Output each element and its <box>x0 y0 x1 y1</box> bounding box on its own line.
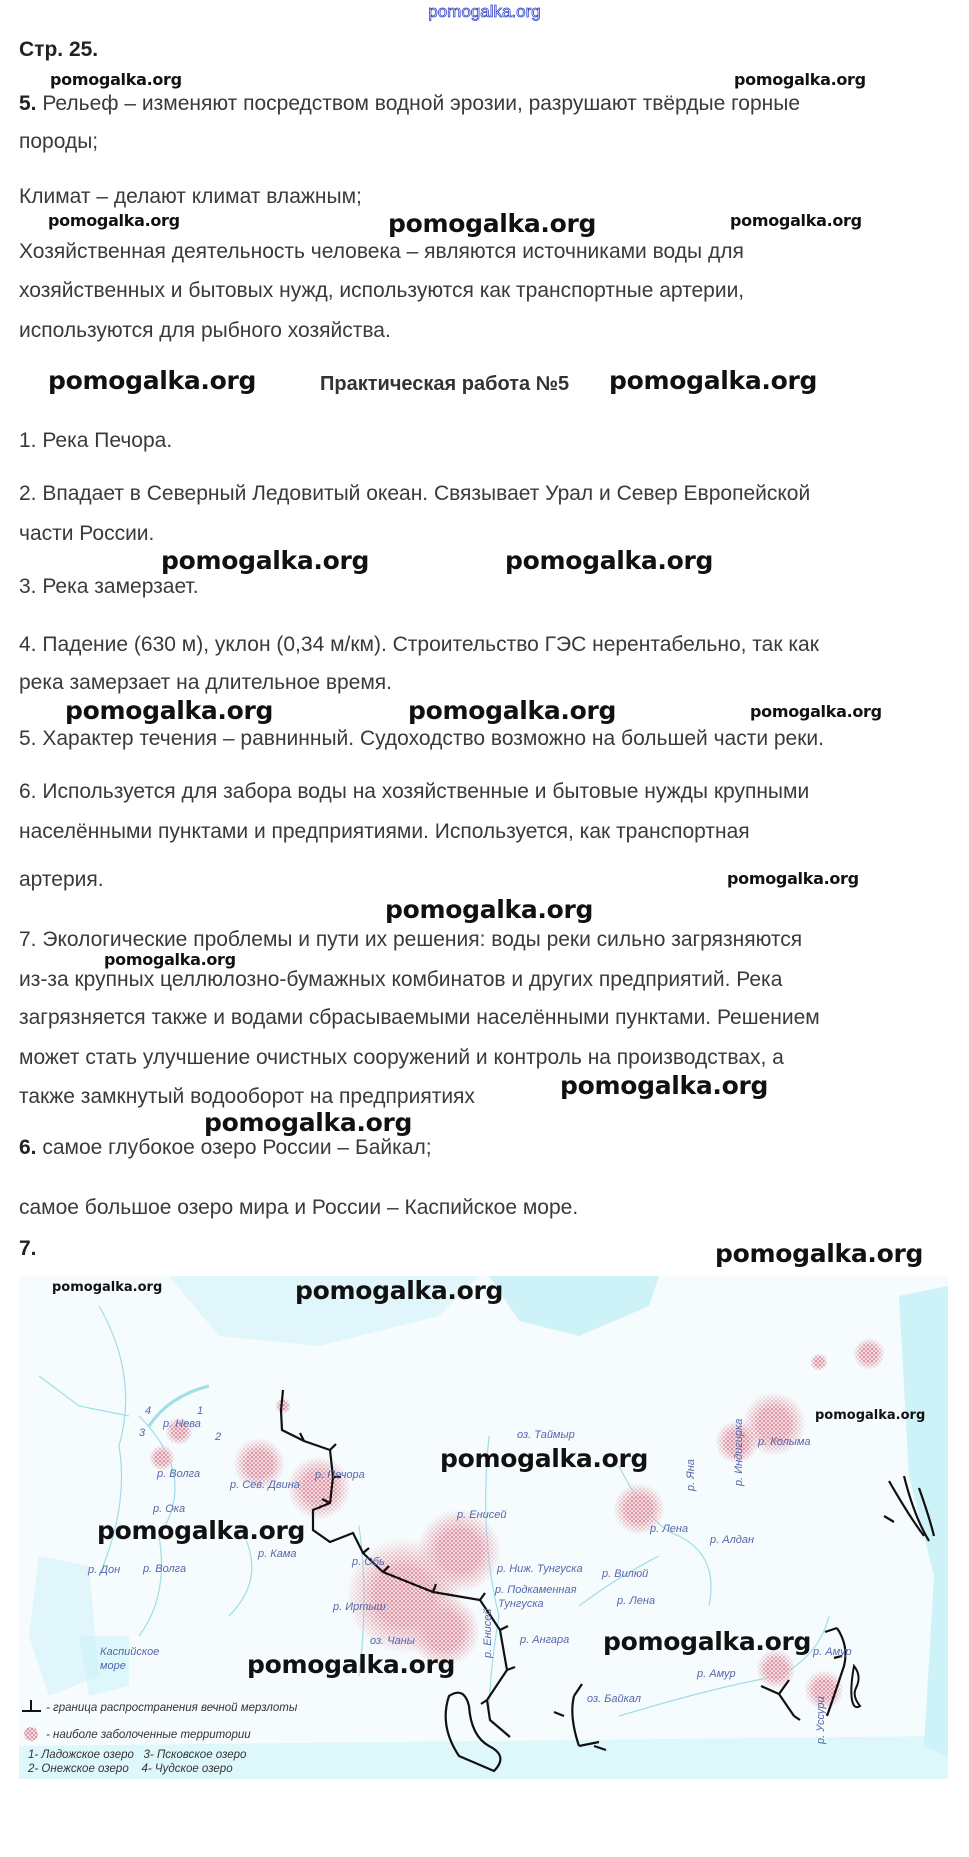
watermark: pomogalka.org <box>388 209 597 238</box>
label-kolyma: р. Колыма <box>758 1436 811 1448</box>
label-volga: р. Волга <box>157 1468 201 1480</box>
practical-line: из-за крупных целлюлозно-бумажных комбинатов и других предприятий. Река <box>19 968 783 991</box>
practical-line: 1. Река Печора. <box>19 429 173 452</box>
practical-line: 2. Впадает в Северный Ледовитый океан. Связывает Урал и Север Европейской <box>19 482 811 505</box>
label-p-tunguska-2: Тунгуска <box>498 1598 544 1610</box>
practical-line: части России. <box>19 522 155 545</box>
label-ob: р. Обь <box>352 1556 385 1568</box>
practical-line: может стать улучшение очистных сооружений и контроль на производствах, а <box>19 1046 784 1069</box>
watermark: pomogalka.org <box>727 869 859 888</box>
watermark: pomogalka.org <box>715 1239 924 1268</box>
lake-number-3: 3 <box>139 1427 146 1439</box>
legend-lakes-1: 1- Ладожское озеро 3- Псковское озеро <box>28 1749 247 1761</box>
practical-line: 5. Характер течения – равнинный. Судоходство возможно на большей части реки. <box>19 727 824 750</box>
practical-line: также замкнутый водооборот на предприятиях <box>19 1085 475 1108</box>
label-caspian: Каспийское <box>100 1646 160 1658</box>
label-neva: р. Нева <box>163 1418 201 1430</box>
section5-line: Климат – делают климат влажным; <box>19 185 362 208</box>
label-caspian-sea: море <box>100 1660 126 1672</box>
watermark: pomogalka.org <box>815 1408 926 1423</box>
watermark: pomogalka.org <box>50 70 182 89</box>
practical-line: артерия. <box>19 868 104 891</box>
page-reference: Стр. 25. <box>19 38 99 61</box>
watermark: pomogalka.org <box>295 1276 504 1305</box>
practical-line: река замерзает на длительное время. <box>19 671 392 694</box>
label-aldan: р. Алдан <box>710 1534 755 1546</box>
section7-number: 7. <box>19 1237 37 1260</box>
lake-number-4: 4 <box>145 1405 152 1417</box>
legend-lakes-2: 2- Онежское озеро 4- Чудское озеро <box>28 1763 233 1775</box>
label-vilyui: р. Вилюй <box>602 1568 649 1580</box>
watermark: pomogalka.org <box>734 70 866 89</box>
watermark: pomogalka.org <box>247 1650 456 1679</box>
top-watermark[interactable]: pomogalka.org <box>428 2 541 21</box>
watermark: pomogalka.org <box>408 696 617 725</box>
lake-number-1: 1 <box>197 1405 204 1417</box>
watermark: pomogalka.org <box>560 1071 769 1100</box>
watermark: pomogalka.org <box>65 696 274 725</box>
label-baikal: оз. Байкал <box>587 1693 642 1705</box>
practical-work-title: Практическая работа №5 <box>320 373 570 395</box>
watermark: pomogalka.org <box>161 546 370 575</box>
label-kama: р. Кама <box>258 1548 297 1560</box>
swamp-legend-icon <box>24 1727 38 1741</box>
practical-line: 4. Падение (630 м), уклон (0,34 м/км). Строительство ГЭС нерентабельно, так как <box>19 633 819 656</box>
label-irtysh: р. Иртыш <box>333 1601 386 1613</box>
watermark: pomogalka.org <box>609 366 818 395</box>
text: Рельеф – изменяют посредством водной эрозии, разрушают твёрдые горные <box>36 92 801 115</box>
watermark: pomogalka.org <box>48 211 180 230</box>
section5-line: используются для рыбного хозяйства. <box>19 319 391 342</box>
label-taimyr: оз. Таймыр <box>517 1429 575 1441</box>
label-enisei: р. Енисей <box>457 1509 507 1521</box>
watermark: pomogalka.org <box>505 546 714 575</box>
section5-line: хозяйственных и бытовых нужд, используются как транспортные артерии, <box>19 279 745 302</box>
label-pechora: р. Печора <box>315 1469 365 1481</box>
label-chany: оз. Чаны <box>370 1635 415 1647</box>
section-number: 6. <box>19 1136 37 1159</box>
lake-number-2: 2 <box>215 1431 222 1443</box>
label-amur: р. Амур <box>697 1668 736 1680</box>
section5-line: Хозяйственная деятельность человека – являются источниками воды для <box>19 240 744 263</box>
watermark: pomogalka.org <box>97 1516 306 1545</box>
section-number: 5. <box>19 92 37 115</box>
watermark: pomogalka.org <box>52 1280 163 1295</box>
label-p-tunguska: р. Подкаменная <box>495 1584 577 1596</box>
section6-line: самое большое озеро мира и России – Каспийское море. <box>19 1196 579 1219</box>
label-oka: р. Ока <box>153 1503 186 1515</box>
legend-permafrost: - граница распространения вечной мерзлоты <box>46 1702 298 1714</box>
watermark: pomogalka.org <box>603 1627 812 1656</box>
label-lena-north: р. Лена <box>650 1523 689 1535</box>
practical-line: 7. Экологические проблемы и пути их решения: воды реки сильно загрязняются <box>19 928 803 951</box>
watermark: pomogalka.org <box>48 366 257 395</box>
label-enisei-vertical: р. Енисей <box>482 1608 494 1658</box>
label-sev-dvina: р. Сев. Двина <box>230 1479 300 1491</box>
label-don: р. Дон <box>88 1564 121 1576</box>
section5-line: породы; <box>19 130 99 153</box>
label-ussuri: р. Уссури <box>815 1696 827 1744</box>
label-volga-lower: р. Волга <box>143 1563 187 1575</box>
watermark: pomogalka.org <box>750 702 882 721</box>
practical-line: 6. Используется для забора воды на хозяйственные и бытовые нужды крупными <box>19 780 810 803</box>
label-lena: р. Лена <box>617 1595 656 1607</box>
watermark: pomogalka.org <box>440 1444 649 1473</box>
section6-line <box>19 1136 432 1160</box>
watermark: pomogalka.org <box>385 895 594 924</box>
text: самое глубокое озеро России – Байкал; <box>36 1136 432 1159</box>
label-yana: р. Яна <box>685 1459 697 1491</box>
label-indigirka: р. Индигирка <box>733 1418 745 1486</box>
watermark: pomogalka.org <box>730 211 862 230</box>
watermark: pomogalka.org <box>104 950 236 969</box>
practical-line: населёнными пунктами и предприятиями. Используется, как транспортная <box>19 820 750 843</box>
practical-line: 3. Река замерзает. <box>19 575 199 598</box>
practical-line: загрязняется также и водами сбрасываемыми населёнными пунктами. Решением <box>19 1006 820 1029</box>
label-amur-east: р. Амур <box>813 1646 852 1658</box>
legend-swamps: - наиболе заболоченные территории <box>46 1729 251 1741</box>
label-angara: р. Ангара <box>520 1634 570 1646</box>
section5-line <box>19 92 800 116</box>
label-n-tunguska: р. Ниж. Тунгуска <box>497 1563 583 1575</box>
watermark: pomogalka.org <box>204 1108 413 1137</box>
